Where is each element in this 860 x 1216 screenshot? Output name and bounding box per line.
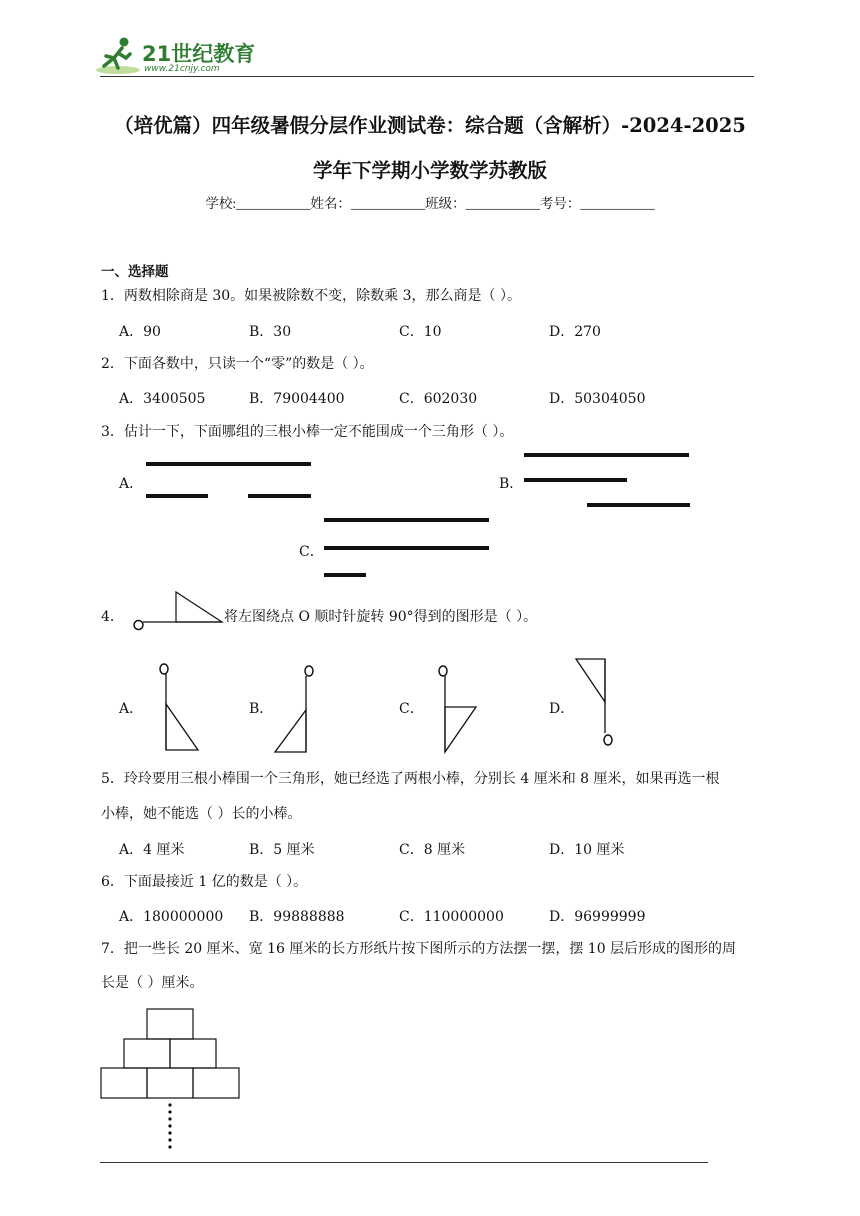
ellipsis-dots: [168, 1103, 171, 1148]
q3-c-stick-long-1: [324, 518, 489, 522]
q3-a-stick-short-2: [248, 494, 311, 498]
page-title-line1: （培优篇）四年级暑假分层作业测试卷：综合题（含解析）-2024-2025: [114, 114, 746, 137]
question-3-stem: 3．估计一下，下面哪组的三根小棒一定不能围成一个三角形（ ）。: [101, 424, 514, 440]
q6-option-d: D．96999999: [549, 909, 646, 925]
q1-option-d: D．270: [549, 324, 601, 340]
question-2-stem: 2．下面各数中，只读一个“零”的数是（ ）。: [101, 356, 374, 372]
q1-option-b: B．30: [249, 324, 292, 340]
question-7-stem-line1: 7．把一些长 20 厘米、宽 16 厘米的长方形纸片按下图所示的方法摆一摆，摆 10 层后形成的图形的周: [101, 941, 737, 957]
q7-stacked-rectangles-figure: [100, 1008, 245, 1153]
q3-b-stick-long: [524, 453, 689, 457]
q2-option-c: C．602030: [399, 391, 478, 407]
logo-url: www.21cnjy.com: [144, 64, 220, 74]
q5-option-c: C．8 厘米: [399, 842, 466, 858]
q4-figure-b: [270, 662, 320, 762]
question-5-stem-line2: 小棒，她不能选（ ）长的小棒。: [101, 806, 302, 822]
q2-option-a: A．3400505: [119, 391, 206, 407]
q4-figure-a: [155, 660, 205, 760]
question-4-number: 4．: [101, 609, 124, 625]
pivot-point-o: [134, 621, 143, 630]
q6-option-c: C．110000000: [399, 909, 504, 925]
q3-c-stick-short: [324, 573, 366, 577]
header-rule: [100, 76, 754, 77]
q3-c-stick-long-2: [324, 546, 489, 550]
question-6-stem: 6．下面最接近 1 亿的数是（ ）。: [101, 874, 308, 890]
logo-text: 21世纪教育: [142, 42, 256, 66]
q3-b-stick-medium-2: [587, 503, 690, 507]
logo: [96, 36, 266, 80]
q3-option-a: A．: [119, 476, 144, 492]
q6-option-b: B．99888888: [249, 909, 345, 925]
q4-option-d: D．: [549, 701, 575, 717]
q4-option-b: B．: [249, 701, 274, 717]
q1-option-a: A．90: [119, 324, 161, 340]
q3-a-stick-long: [146, 462, 311, 466]
question-7-stem-line2: 长是（ ）厘米。: [101, 975, 204, 991]
q3-option-b: B．: [499, 476, 524, 492]
section-heading: 一、选择题: [101, 264, 169, 280]
q3-option-c: C．: [299, 544, 324, 560]
student-info-line: 学校:___________姓名：___________班级：___________考号：___________: [205, 196, 655, 211]
q3-b-stick-medium: [524, 478, 627, 482]
q5-option-a: A．4 厘米: [119, 842, 185, 858]
footer-rule: [100, 1162, 708, 1163]
q4-option-c: C．: [399, 701, 424, 717]
q2-option-d: D．50304050: [549, 391, 646, 407]
q4-figure-c: [432, 660, 482, 760]
q4-figure-d: [572, 656, 622, 756]
page-title-line2: 学年下学期小学数学苏教版: [312, 159, 547, 182]
q1-option-c: C．10: [399, 324, 442, 340]
question-5-stem-line1: 5．玲玲要用三根小棒围一个三角形，她已经选了两根小棒，分别长 4 厘米和 8 厘米，如果再选一根: [101, 771, 720, 787]
q2-option-b: B．79004400: [249, 391, 345, 407]
runner-logo-icon: [96, 36, 142, 76]
q5-option-d: D．10 厘米: [549, 842, 625, 858]
q3-a-stick-short-1: [146, 494, 208, 498]
q4-original-figure: [130, 590, 230, 630]
question-4-stem: 将左图绕点 O 顺时针旋转 90°得到的图形是（ ）。: [224, 609, 538, 625]
q4-option-a: A．: [119, 701, 144, 717]
question-1-stem: 1．两数相除商是 30。如果被除数不变，除数乘 3，那么商是（ ）。: [101, 288, 521, 304]
q6-option-a: A．180000000: [119, 909, 224, 925]
triangle-shape: [176, 592, 222, 622]
q5-option-b: B．5 厘米: [249, 842, 315, 858]
